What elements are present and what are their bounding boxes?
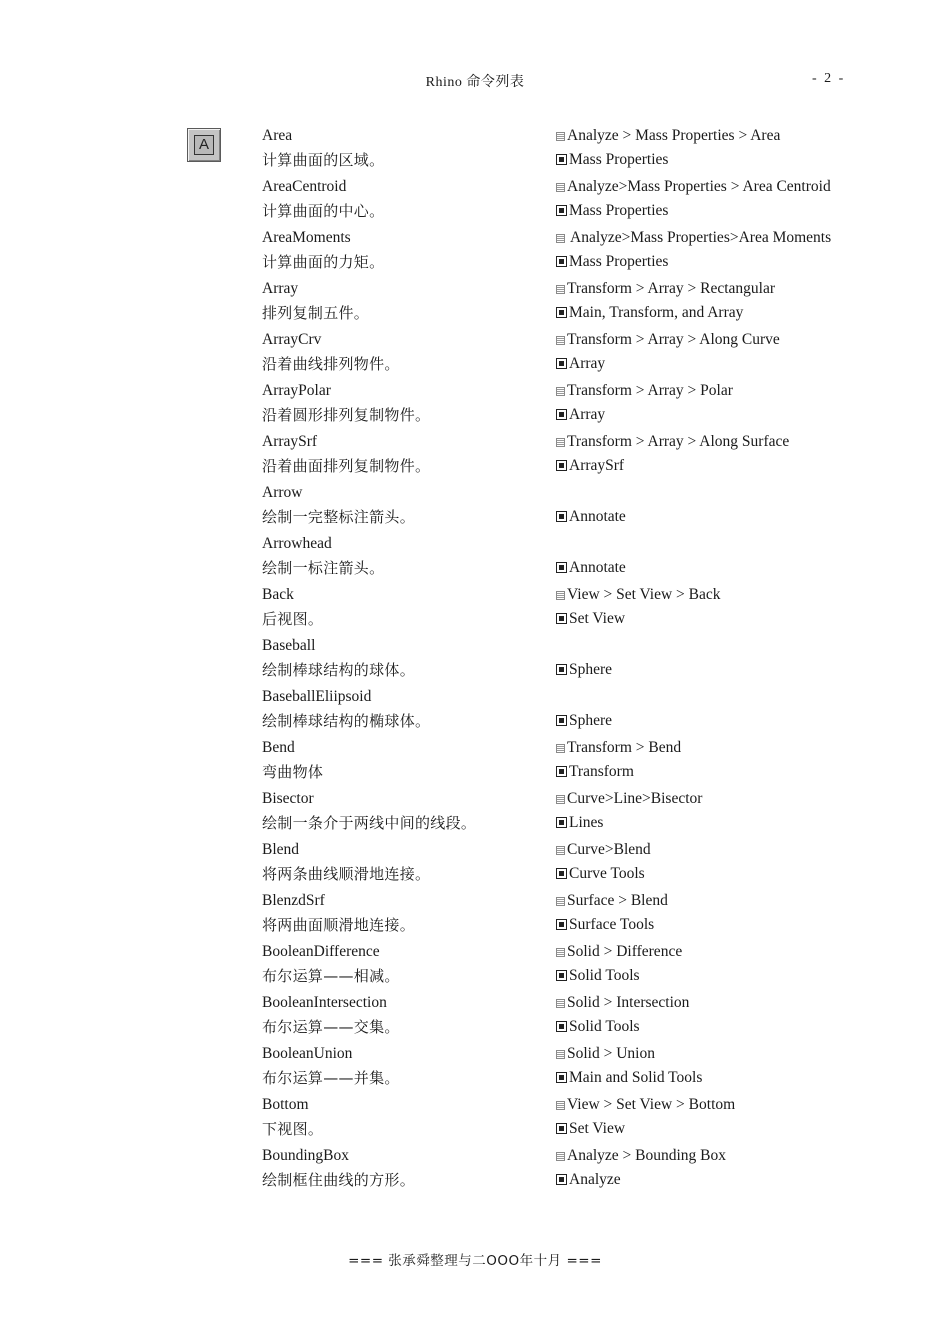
menu-path [556,1042,655,1066]
menu-path [556,124,780,148]
toolbar-name [556,148,668,172]
command-description: 布尔运算——相减。 [262,967,400,985]
toolbar-name-text: Annotate [569,508,626,525]
command-entry [0,1042,950,1093]
toolbar-name [556,301,743,325]
menu-icon [556,132,565,141]
menu-path-text: Solid > Union [567,1045,655,1062]
command-description: 将两条曲线顺滑地连接。 [262,865,431,883]
menu-path [556,838,651,862]
toolbar-icon [556,409,567,420]
menu-icon [556,234,565,243]
toolbar-name-text: Lines [569,814,604,831]
toolbar-name-text: Annotate [569,559,626,576]
command-description: 绘制一完整标注箭头。 [262,508,416,526]
menu-path [556,379,733,403]
menu-path [556,430,789,454]
toolbar-icon [556,205,567,216]
menu-icon [556,336,565,345]
menu-path-text: Transform > Array > Polar [567,382,733,399]
toolbar-icon [556,970,567,981]
command-name: Back [262,586,294,603]
toolbar-name [556,607,625,631]
menu-path-text: Analyze>Mass Properties > Area Centroid [567,178,831,195]
toolbar-name-text: Curve Tools [569,865,645,882]
command-entry [0,838,950,889]
menu-path [556,991,689,1015]
command-description: 下视图。 [262,1120,324,1138]
toolbar-icon [556,613,567,624]
command-entry [0,430,950,481]
command-entry [0,991,950,1042]
command-name: AreaCentroid [262,178,347,195]
command-list [0,124,950,1195]
toolbar-name-text: Analyze [569,1171,621,1188]
command-name: Bisector [262,790,314,807]
menu-icon [556,1101,565,1110]
command-name: ArraySrf [262,433,318,450]
command-entry [0,940,950,991]
toolbar-name [556,556,626,580]
toolbar-icon [556,1072,567,1083]
toolbar-name-text: Solid Tools [569,1018,640,1035]
page-footer: === 张承舜整理与二OOO年十月 === [348,1253,602,1269]
menu-icon [556,999,565,1008]
command-entry [0,379,950,430]
toolbar-icon [556,1123,567,1134]
toolbar-name-text: Mass Properties [569,151,669,168]
toolbar-icon [556,154,567,165]
toolbar-name-text: Set View [569,610,626,627]
menu-icon [556,591,565,600]
toolbar-name [556,352,605,376]
command-name: Area [262,127,293,144]
toolbar-name-text: Mass Properties [569,202,669,219]
command-name: Blend [262,841,300,858]
toolbar-name [556,505,626,529]
menu-path-text: View > Set View > Back [567,586,721,603]
menu-icon [556,897,565,906]
menu-icon [556,285,565,294]
toolbar-icon [556,562,567,573]
command-name: BlenzdSrf [262,892,325,909]
command-name: ArrayCrv [262,331,322,348]
command-name: Arrowhead [262,535,332,552]
menu-icon [556,1050,565,1059]
command-entry [0,1144,950,1195]
toolbar-icon [556,766,567,777]
menu-path [556,1144,726,1168]
command-entry [0,889,950,940]
menu-path [556,940,682,964]
toolbar-name [556,199,668,223]
toolbar-name-text: Array [569,355,606,372]
menu-path [556,277,775,301]
menu-path [556,583,721,607]
command-entry [0,634,950,685]
command-description: 计算曲面的区域。 [262,151,385,169]
toolbar-name-text: Main and Solid Tools [569,1069,703,1086]
toolbar-name-text: Transform [569,763,634,780]
toolbar-icon [556,256,567,267]
toolbar-name [556,760,634,784]
toolbar-name [556,250,668,274]
command-name: Baseball [262,637,316,654]
menu-path [556,226,831,250]
toolbar-name-text: Array [569,406,606,423]
toolbar-name [556,1066,702,1090]
toolbar-name-text: Main, Transform, and Array [569,304,744,321]
toolbar-name-text: Sphere [569,712,613,729]
command-entry [0,532,950,583]
command-description: 后视图。 [262,610,324,628]
toolbar-icon [556,460,567,471]
menu-icon [556,183,565,192]
toolbar-name-text: ArraySrf [569,457,625,474]
menu-icon [556,948,565,957]
command-entry [0,328,950,379]
command-description: 布尔运算——并集。 [262,1069,400,1087]
command-entry [0,481,950,532]
command-entry [0,226,950,277]
menu-path [556,736,681,760]
command-description: 排列复制五件。 [262,304,370,322]
toolbar-icon [556,715,567,726]
command-entry [0,277,950,328]
menu-icon [556,438,565,447]
toolbar-name-text: Surface Tools [569,916,655,933]
toolbar-name-text: Mass Properties [569,253,669,270]
menu-path [556,889,668,913]
menu-icon [556,744,565,753]
command-description: 布尔运算——交集。 [262,1018,400,1036]
command-description: 绘制棒球结构的球体。 [262,661,416,679]
menu-path-text: Analyze>Mass Properties>Area Moments [567,229,832,246]
command-name: Bend [262,739,295,756]
command-name: BooleanUnion [262,1045,353,1062]
command-description: 绘制一标注箭头。 [262,559,385,577]
command-description: 沿着曲面排列复制物件。 [262,457,431,475]
menu-path-text: Curve>Line>Bisector [567,790,703,807]
menu-path-text: View > Set View > Bottom [567,1096,736,1113]
command-description: 沿着曲线排列物件。 [262,355,400,373]
toolbar-name-text: Solid Tools [569,967,640,984]
command-entry [0,1093,950,1144]
command-name: BooleanDifference [262,943,380,960]
menu-path [556,328,780,352]
menu-path-text: Transform > Array > Along Surface [567,433,790,450]
command-name: BaseballEliipsoid [262,688,372,705]
command-name: Arrow [262,484,303,501]
toolbar-name [556,811,603,835]
command-description: 绘制一条介于两线中间的线段。 [262,814,477,832]
toolbar-name-text: Set View [569,1120,626,1137]
toolbar-icon [556,358,567,369]
menu-icon [556,795,565,804]
menu-path [556,787,702,811]
menu-icon [556,387,565,396]
toolbar-name [556,454,624,478]
menu-path-text: Transform > Bend [567,739,682,756]
toolbar-icon [556,1021,567,1032]
command-name: Array [262,280,299,297]
toolbar-name [556,1015,640,1039]
menu-path [556,1093,735,1117]
page-number: - 2 - [812,71,846,86]
command-description: 计算曲面的中心。 [262,202,385,220]
toolbar-name [556,403,605,427]
menu-path-text: Curve>Blend [567,841,651,858]
toolbar-icon [556,919,567,930]
toolbar-name [556,709,612,733]
toolbar-icon [556,1174,567,1185]
toolbar-name [556,964,640,988]
command-entry [0,736,950,787]
command-name: Bottom [262,1096,309,1113]
toolbar-icon [556,307,567,318]
toolbar-name [556,862,645,886]
menu-icon [556,1152,565,1161]
menu-path-text: Transform > Array > Along Curve [567,331,780,348]
command-entry [0,175,950,226]
command-description: 计算曲面的力矩。 [262,253,385,271]
command-description: 绘制框住曲线的方形。 [262,1171,416,1189]
command-description: 沿着圆形排列复制物件。 [262,406,431,424]
command-description: 将两曲面顺滑地连接。 [262,916,416,934]
toolbar-name [556,913,654,937]
page-header [0,71,950,91]
menu-path-text: Surface > Blend [567,892,668,909]
toolbar-icon [556,511,567,522]
menu-path-text: Transform > Array > Rectangular [567,280,776,297]
command-description: 弯曲物体 [262,763,324,781]
command-entry [0,124,950,175]
toolbar-icon [556,817,567,828]
toolbar-name [556,1168,621,1192]
menu-path [556,175,831,199]
section-letter: A [194,135,214,155]
menu-path-text: Analyze > Mass Properties > Area [567,127,781,144]
command-entry [0,787,950,838]
command-description: 绘制棒球结构的椭球体。 [262,712,431,730]
menu-path-text: Solid > Intersection [567,994,690,1011]
command-entry [0,685,950,736]
command-name: ArrayPolar [262,382,331,399]
command-name: BooleanIntersection [262,994,387,1011]
command-name: AreaMoments [262,229,351,246]
toolbar-name-text: Sphere [569,661,613,678]
command-entry [0,583,950,634]
toolbar-name [556,658,612,682]
toolbar-icon [556,664,567,675]
command-name: BoundingBox [262,1147,349,1164]
toolbar-icon [556,868,567,879]
menu-path-text: Solid > Difference [567,943,683,960]
header-title: Rhino 命令列表 [425,75,525,90]
toolbar-name [556,1117,625,1141]
menu-path-text: Analyze > Bounding Box [567,1147,726,1164]
menu-icon [556,846,565,855]
